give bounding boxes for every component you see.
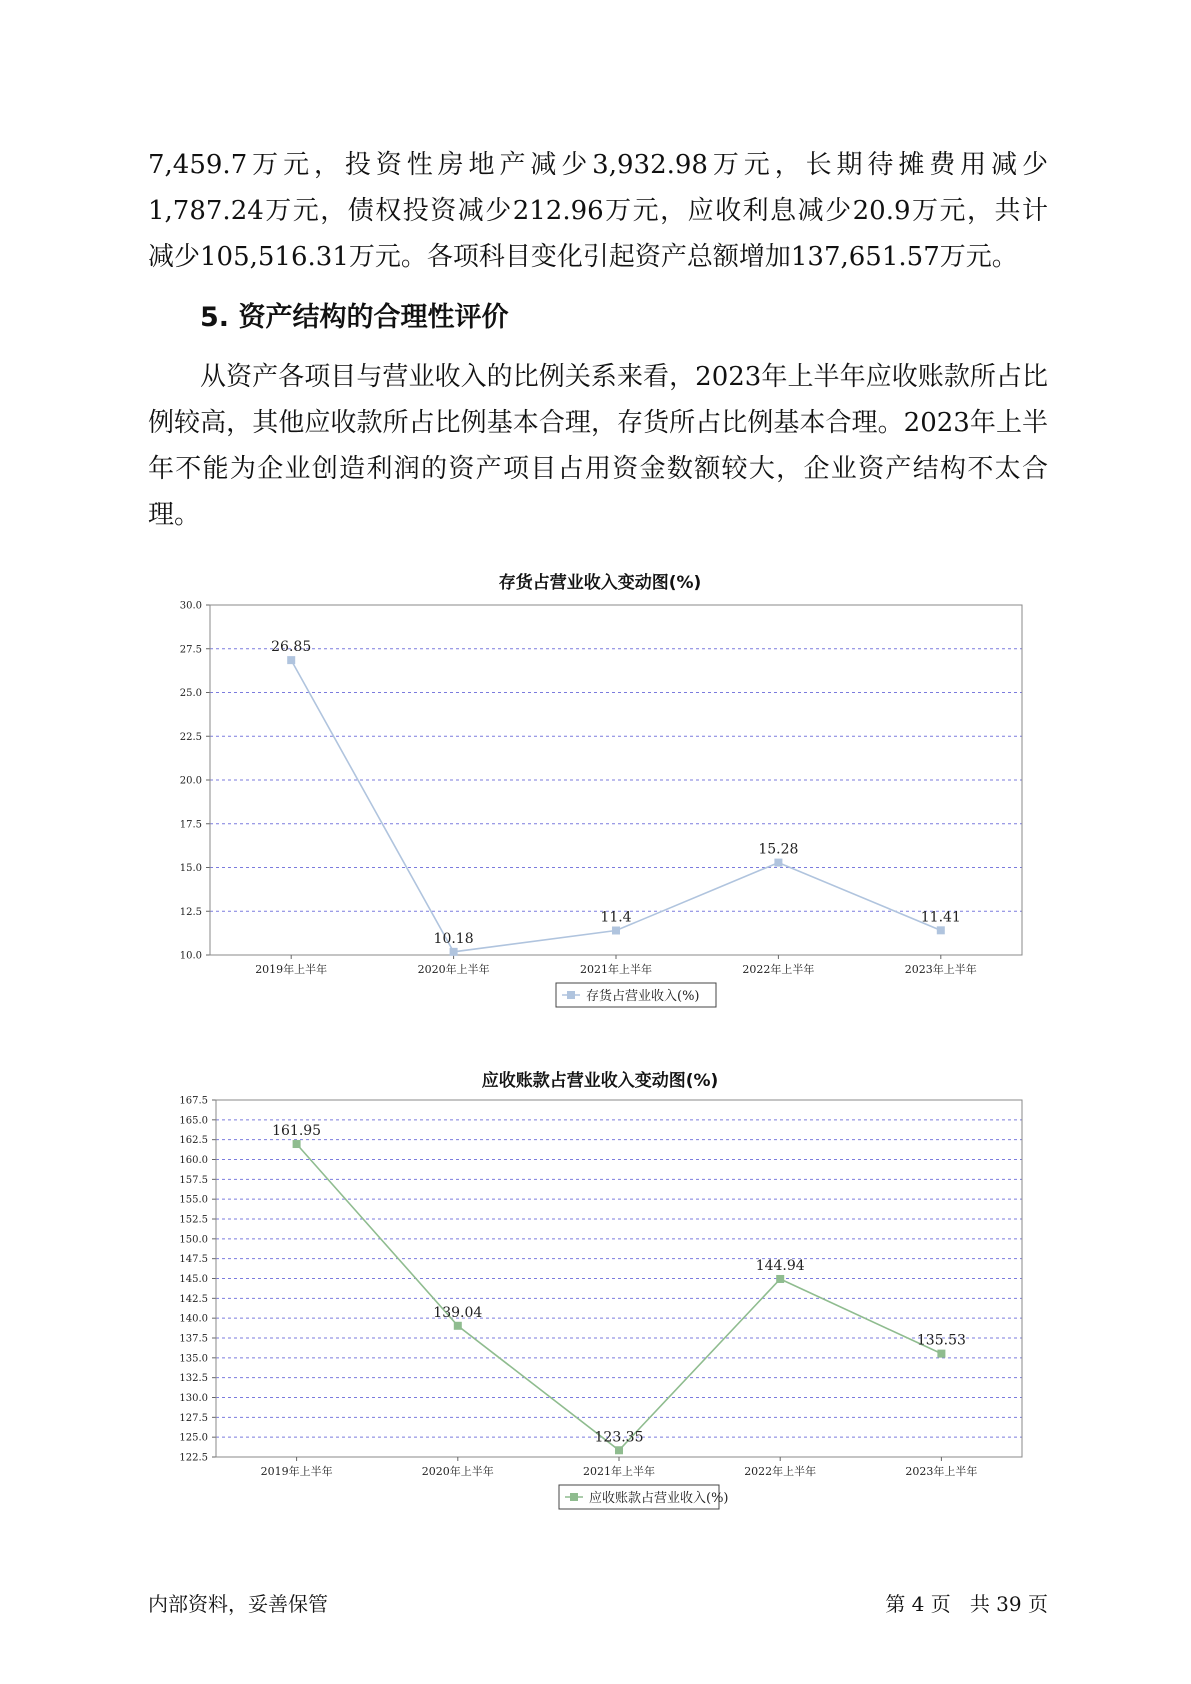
x-tick-label: 2020年上半年 <box>421 1465 494 1478</box>
y-tick-label: 12.5 <box>179 906 202 918</box>
x-tick-label: 2020年上半年 <box>417 963 490 976</box>
y-tick-label: 132.5 <box>179 1373 208 1385</box>
x-tick-label: 2021年上半年 <box>580 963 652 976</box>
data-point <box>454 1322 462 1330</box>
x-tick-label: 2022年上半年 <box>742 963 815 976</box>
y-tick-label: 155.0 <box>179 1194 208 1206</box>
data-label: 139.04 <box>433 1304 483 1321</box>
y-tick-label: 127.5 <box>179 1412 208 1424</box>
x-tick-label: 2023年上半年 <box>904 963 977 976</box>
data-label: 123.35 <box>594 1429 644 1446</box>
paragraph-line-3: 减少105,516.31万元。各项科目变化引起资产总额增加137,651.57万元。 <box>148 242 1018 272</box>
x-tick-label: 2023年上半年 <box>905 1465 978 1478</box>
y-tick-label: 140.0 <box>179 1313 208 1325</box>
page-number: 第 4 页 共 39 页 <box>885 1592 1048 1616</box>
y-tick-label: 135.0 <box>179 1353 208 1365</box>
chart-2-title: 应收账款占营业收入变动图(%) <box>481 1071 719 1091</box>
legend-marker <box>567 991 575 999</box>
y-tick-label: 130.0 <box>179 1393 208 1404</box>
y-tick-label: 145.0 <box>179 1274 208 1285</box>
data-label: 11.4 <box>600 909 632 926</box>
y-tick-label: 27.5 <box>179 644 202 656</box>
data-point <box>774 859 782 867</box>
y-tick-label: 165.0 <box>179 1115 208 1127</box>
y-tick-label: 150.0 <box>179 1234 208 1246</box>
data-point <box>937 926 945 934</box>
data-point <box>776 1275 784 1283</box>
y-tick-label: 157.5 <box>179 1174 208 1186</box>
legend-label: 存货占营业收入(%) <box>586 989 700 1004</box>
data-point <box>450 948 458 956</box>
y-tick-label: 122.5 <box>179 1452 208 1464</box>
series-line <box>297 1144 942 1450</box>
y-tick-label: 160.0 <box>179 1155 208 1166</box>
data-point <box>937 1350 945 1358</box>
chart-1-title: 存货占营业收入变动图(%) <box>498 573 702 593</box>
y-tick-label: 20.0 <box>179 775 202 787</box>
paragraph-line-1: 7,459.7万元，投资性房地产减少3,932.98万元，长期待摊费用减少 <box>148 150 1048 180</box>
y-tick-label: 137.5 <box>179 1333 208 1345</box>
y-tick-label: 22.5 <box>179 731 202 743</box>
data-label: 15.28 <box>758 841 799 858</box>
y-tick-label: 17.5 <box>179 819 202 831</box>
y-tick-label: 167.5 <box>179 1095 208 1107</box>
receivables-ratio-chart <box>0 1078 1191 1528</box>
series-line <box>291 660 941 952</box>
inventory-ratio-chart <box>0 580 1191 1030</box>
y-tick-label: 10.0 <box>179 950 202 962</box>
data-point <box>615 1446 623 1454</box>
paragraph-line-2: 1,787.24万元，债权投资减少212.96万元，应收利息减少20.9万元，共计 <box>148 196 1048 226</box>
y-tick-label: 15.0 <box>179 863 202 874</box>
data-point <box>287 656 295 664</box>
data-label: 26.85 <box>271 639 312 656</box>
x-tick-label: 2021年上半年 <box>583 1465 655 1478</box>
footer-note: 内部资料，妥善保管 <box>148 1592 328 1616</box>
y-tick-label: 30.0 <box>179 600 202 612</box>
y-tick-label: 142.5 <box>179 1293 208 1305</box>
legend-marker <box>570 1493 578 1501</box>
section-heading: 5. 资产结构的合理性评价 <box>200 302 509 333</box>
y-tick-label: 125.0 <box>179 1432 208 1444</box>
data-label: 135.53 <box>916 1332 966 1349</box>
data-point <box>612 927 620 935</box>
data-label: 161.95 <box>272 1123 322 1140</box>
data-label: 10.18 <box>433 930 474 947</box>
paragraph-structure: 从资产各项目与营业收入的比例关系来看，2023年上半年应收账款所占比例较高，其他应收款所占比例基本合理，存货所占比例基本合理。2023年上半年不能为企业创造利润的资产项目占用资金数额较大，企业资产结构不太合理。 <box>148 362 1048 530</box>
y-tick-label: 25.0 <box>179 688 202 699</box>
x-tick-label: 2022年上半年 <box>744 1465 817 1478</box>
y-tick-label: 152.5 <box>179 1214 208 1226</box>
y-tick-label: 162.5 <box>179 1135 208 1147</box>
x-tick-label: 2019年上半年 <box>255 963 328 976</box>
x-tick-label: 2019年上半年 <box>260 1465 333 1478</box>
data-label: 11.41 <box>920 909 961 926</box>
data-label: 144.94 <box>755 1257 805 1274</box>
data-point <box>293 1140 301 1148</box>
legend-label: 应收账款占营业收入(%) <box>589 1491 729 1506</box>
y-tick-label: 147.5 <box>179 1254 208 1266</box>
